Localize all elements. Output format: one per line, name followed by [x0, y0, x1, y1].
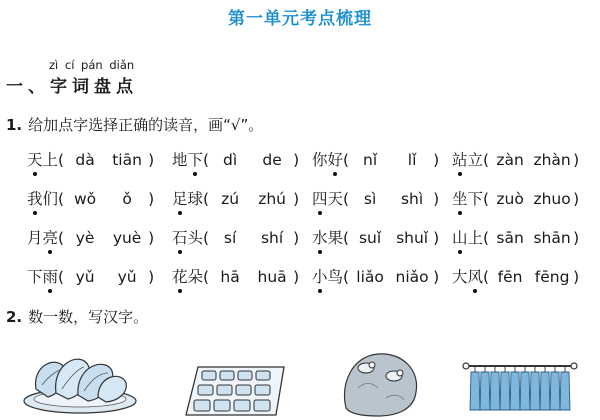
shirt-shape: [480, 372, 490, 410]
section-heading: 一、字词盘点: [6, 77, 138, 97]
open-paren: (: [483, 151, 490, 169]
reading-row: [27, 226, 597, 265]
pinyin-option-2[interactable]: zhàn: [533, 151, 571, 169]
question-2-text: 数一数，写汉字。: [28, 308, 149, 326]
word-prefix: 你: [312, 151, 328, 169]
pinyin-option-1[interactable]: dì: [223, 151, 238, 169]
open-paren: (: [203, 268, 210, 286]
reading-item: [27, 148, 154, 170]
dotted-character: 坐: [452, 187, 468, 209]
dotted-character: 我: [27, 187, 43, 209]
close-paren: ): [433, 268, 440, 286]
close-paren: ): [433, 151, 440, 169]
close-paren: ): [573, 229, 580, 247]
shirt-shape: [530, 372, 540, 410]
reading-item: [312, 265, 439, 287]
close-paren: ): [573, 151, 580, 169]
reading-item: [27, 265, 154, 287]
word-prefix: 下: [27, 268, 43, 286]
word-prefix: 月: [27, 229, 43, 247]
pinyin-option-1[interactable]: yǔ: [75, 268, 95, 286]
word-suffix: 上: [467, 229, 484, 247]
pinyin-option-2[interactable]: yuè: [112, 229, 142, 247]
reading-item: [172, 148, 299, 170]
reading-item: [452, 226, 579, 248]
pinyin-option-1[interactable]: liǎo: [356, 268, 384, 286]
reading-item: [312, 187, 439, 209]
close-paren: ): [433, 190, 440, 208]
reading-row: [27, 148, 597, 187]
pinyin-option-2[interactable]: fēng: [534, 268, 570, 286]
word-suffix: 立: [467, 151, 484, 169]
reading-item: [452, 148, 579, 170]
close-paren: ): [148, 268, 155, 286]
open-paren: (: [203, 151, 210, 169]
word-suffix: 下: [467, 190, 484, 208]
dotted-character: 山: [452, 226, 468, 248]
shirt-shape: [540, 372, 550, 410]
close-paren: ): [148, 190, 155, 208]
pinyin-option-1[interactable]: fēn: [497, 268, 523, 286]
pinyin-option-2[interactable]: zhuo: [533, 190, 571, 208]
dotted-character: 站: [452, 148, 468, 170]
pinyin-option-1[interactable]: zú: [221, 190, 240, 208]
shirt-shape: [520, 372, 530, 410]
question-2-number: 2.: [6, 308, 23, 326]
reading-item: [452, 187, 579, 209]
pinyin-option-1[interactable]: dà: [75, 151, 95, 169]
open-paren: (: [483, 229, 490, 247]
reading-item: [27, 187, 154, 209]
shirt-shape: [550, 372, 560, 410]
pinyin-option-1[interactable]: zuò: [496, 190, 524, 208]
pinyin-option-2[interactable]: ǒ: [122, 190, 132, 208]
dotted-character: 好: [328, 148, 344, 170]
question-1-number: 1.: [6, 116, 23, 134]
word-suffix: 果: [327, 229, 344, 247]
pinyin-option-2[interactable]: shí: [260, 229, 284, 247]
shirt-shape: [470, 372, 480, 410]
pinyin-option-2[interactable]: shì: [400, 190, 424, 208]
pinyin-option-1[interactable]: wǒ: [74, 190, 97, 208]
close-paren: ): [293, 151, 300, 169]
pinyin-option-1[interactable]: sí: [223, 229, 237, 247]
reading-grid: [27, 148, 597, 304]
reading-row: [27, 187, 597, 226]
close-paren: ): [573, 190, 580, 208]
open-paren: (: [483, 190, 490, 208]
word-suffix: 们: [42, 190, 59, 208]
shirt-shape: [490, 372, 500, 410]
dotted-character: 花: [172, 265, 188, 287]
reading-item: [172, 187, 299, 209]
pinyin-option-2[interactable]: huā: [257, 268, 287, 286]
word-prefix: 大: [452, 268, 468, 286]
pinyin-option-2[interactable]: shān: [533, 229, 571, 247]
close-paren: ): [293, 229, 300, 247]
word-suffix: 朵: [187, 268, 204, 286]
open-paren: (: [483, 268, 490, 286]
dotted-character: 下: [188, 148, 204, 170]
dotted-character: 足: [172, 187, 188, 209]
word-prefix: 地: [172, 151, 188, 169]
reading-row: [27, 265, 597, 304]
pinyin-option-1[interactable]: sān: [496, 229, 524, 247]
close-paren: ): [148, 151, 155, 169]
open-paren: (: [58, 151, 65, 169]
close-paren: ): [433, 229, 440, 247]
pinyin-option-1[interactable]: sì: [363, 190, 377, 208]
pinyin-option-2[interactable]: shuǐ: [396, 229, 429, 247]
dotted-character: 亮: [43, 226, 59, 248]
open-paren: (: [58, 229, 65, 247]
close-paren: ): [573, 268, 580, 286]
reading-item: [452, 265, 579, 287]
page-title: 第一单元考点梳理: [228, 9, 372, 29]
dotted-character: 风: [468, 265, 484, 287]
open-paren: (: [343, 229, 350, 247]
dotted-character: 水: [312, 226, 328, 248]
dotted-character: 小: [312, 265, 328, 287]
pinyin-option-2[interactable]: de: [262, 151, 282, 169]
reading-item: [172, 226, 299, 248]
question-1: [6, 114, 263, 135]
question-2: [6, 306, 148, 327]
reading-item: [27, 226, 154, 248]
section-pinyin: zì cí pán diǎn: [49, 58, 135, 72]
clothes-rack-image: [462, 358, 578, 418]
pinyin-option-2[interactable]: tiān: [112, 151, 142, 169]
shirt-shape: [510, 372, 520, 410]
question-1-text: 给加点字选择正确的读音，画“√”。: [28, 116, 264, 134]
open-paren: (: [203, 190, 210, 208]
pinyin-option-1[interactable]: zàn: [496, 151, 524, 169]
pinyin-option-1[interactable]: nǐ: [363, 151, 378, 169]
pinyin-option-2[interactable]: zhú: [258, 190, 286, 208]
reading-item: [172, 265, 299, 287]
dotted-character: 天: [27, 148, 43, 170]
close-paren: ): [293, 190, 300, 208]
pinyin-option-1[interactable]: hā: [220, 268, 240, 286]
open-paren: (: [58, 268, 65, 286]
pinyin-option-2[interactable]: yǔ: [117, 268, 137, 286]
word-suffix: 上: [42, 151, 59, 169]
word-suffix: 天: [327, 190, 344, 208]
birds-rock-image: [338, 348, 422, 418]
open-paren: (: [203, 229, 210, 247]
reading-item: [312, 148, 439, 170]
dotted-character: 四: [312, 187, 328, 209]
open-paren: (: [343, 190, 350, 208]
pinyin-option-2[interactable]: lǐ: [407, 151, 417, 169]
dotted-character: 雨: [43, 265, 59, 287]
pinyin-option-2[interactable]: niǎo: [395, 268, 429, 286]
pinyin-option-1[interactable]: yè: [75, 229, 95, 247]
reading-item: [312, 226, 439, 248]
open-paren: (: [58, 190, 65, 208]
cake-tray-image: [180, 363, 290, 419]
shirt-shape: [560, 372, 570, 410]
open-paren: (: [343, 151, 350, 169]
word-suffix: 鸟: [327, 268, 344, 286]
word-suffix: 球: [187, 190, 204, 208]
word-suffix: 头: [187, 229, 204, 247]
shirt-shape: [500, 372, 510, 410]
pinyin-option-1[interactable]: suǐ: [358, 229, 382, 247]
dotted-character: 石: [172, 226, 188, 248]
close-paren: ): [293, 268, 300, 286]
cabbage-plate-image: [18, 345, 138, 417]
close-paren: ): [148, 229, 155, 247]
open-paren: (: [343, 268, 350, 286]
